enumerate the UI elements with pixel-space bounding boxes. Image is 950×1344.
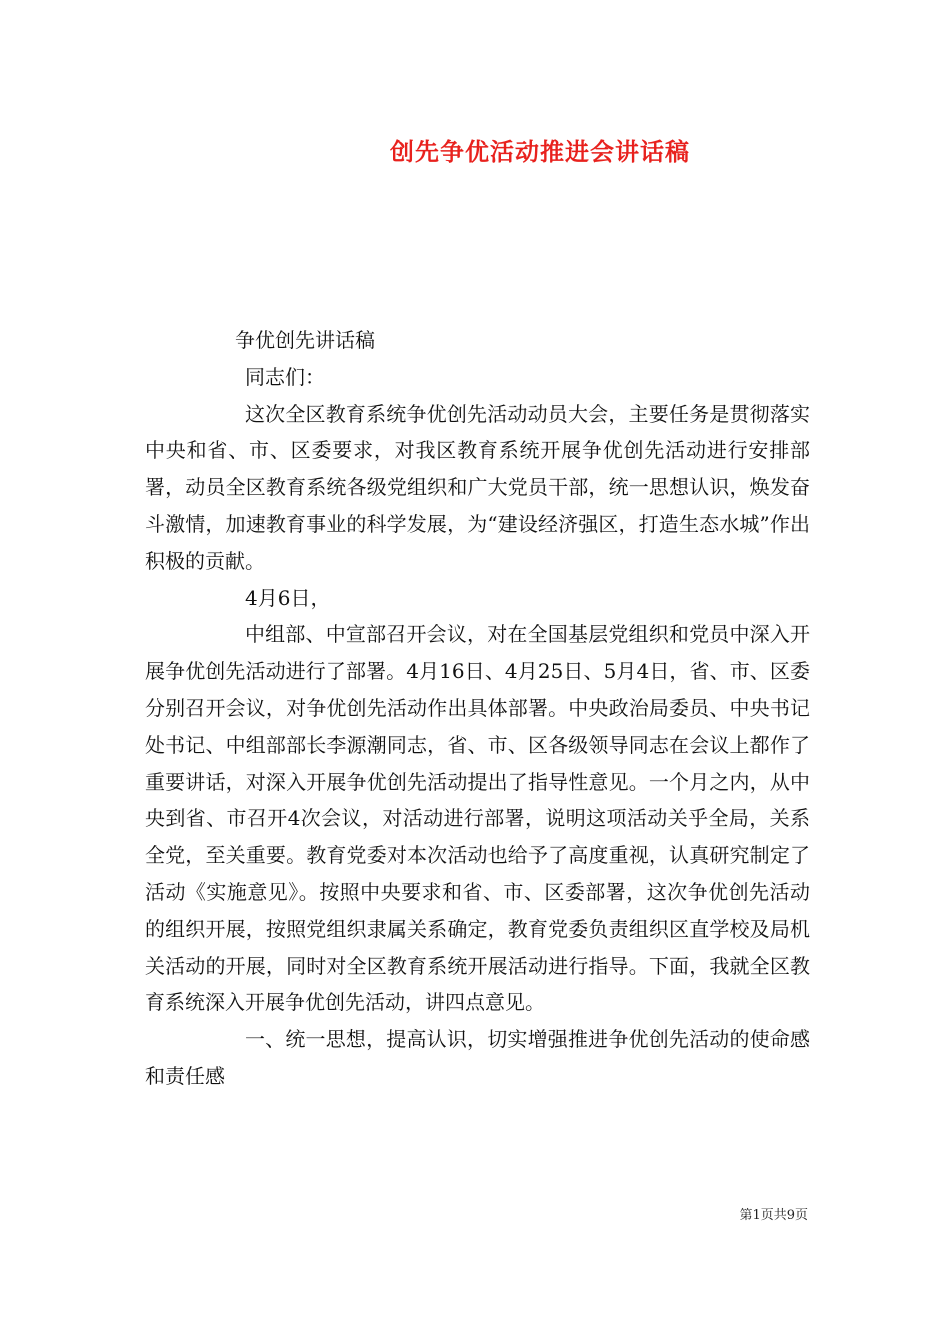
document-title: 创先争优活动推进会讲话稿	[390, 137, 690, 166]
greeting: 同志们：	[245, 364, 325, 389]
paragraph-intro: 这次全区教育系统争优创先活动动员大会，主要任务是贯彻落实中央和省、市、区委要求，对我区教育系统开展争优创先活动进行安排部署，动员全区教育系统各级党组织和广大党员干部，统一思想认识，焕发奋斗激情，加速教育事业的科学发展，为“建设经济强区，打造生态水城”作出积极的贡献。	[145, 401, 810, 573]
document-body	[145, 322, 810, 1095]
page-number: 第1页共9页	[739, 1208, 808, 1223]
document-subtitle: 争优创先讲话稿	[235, 328, 375, 352]
section-heading-1: 一、统一思想，提高认识，切实增强推进争优创先活动的使命感和责任感	[145, 1027, 810, 1088]
paragraph-background: 中组部、中宣部召开会议，对在全国基层党组织和党员中深入开展争优创先活动进行了部署。4月16日、4月25日、5月4日，省、市、区委分别召开会议，对争优创先活动作出具体部署。中央政治局委员、中央书记处书记、中组部部长李源潮同志，省、市、区各级领导同志在会议上都作了重要讲话，对深入开展争优创先活动提出了指导性意见。一个月之内，从中央到省、市召开4次会议，对活动进行部署，说明这项活动关乎全局，关系全党，至关重要。教育党委对本次活动也给予了高度重视，认真研究制定了活动《实施意见》。按照中央要求和省、市、区委部署，这次争优创先活动的组织开展，按照党组织隶属关系确定，教育党委负责组织区直学校及局机关活动的开展，同时对全区教育系统开展活动进行指导。下面，我就全区教育系统深入开展争优创先活动，讲四点意见。	[145, 622, 810, 1015]
paragraph-date: 4月6日，	[245, 585, 331, 610]
